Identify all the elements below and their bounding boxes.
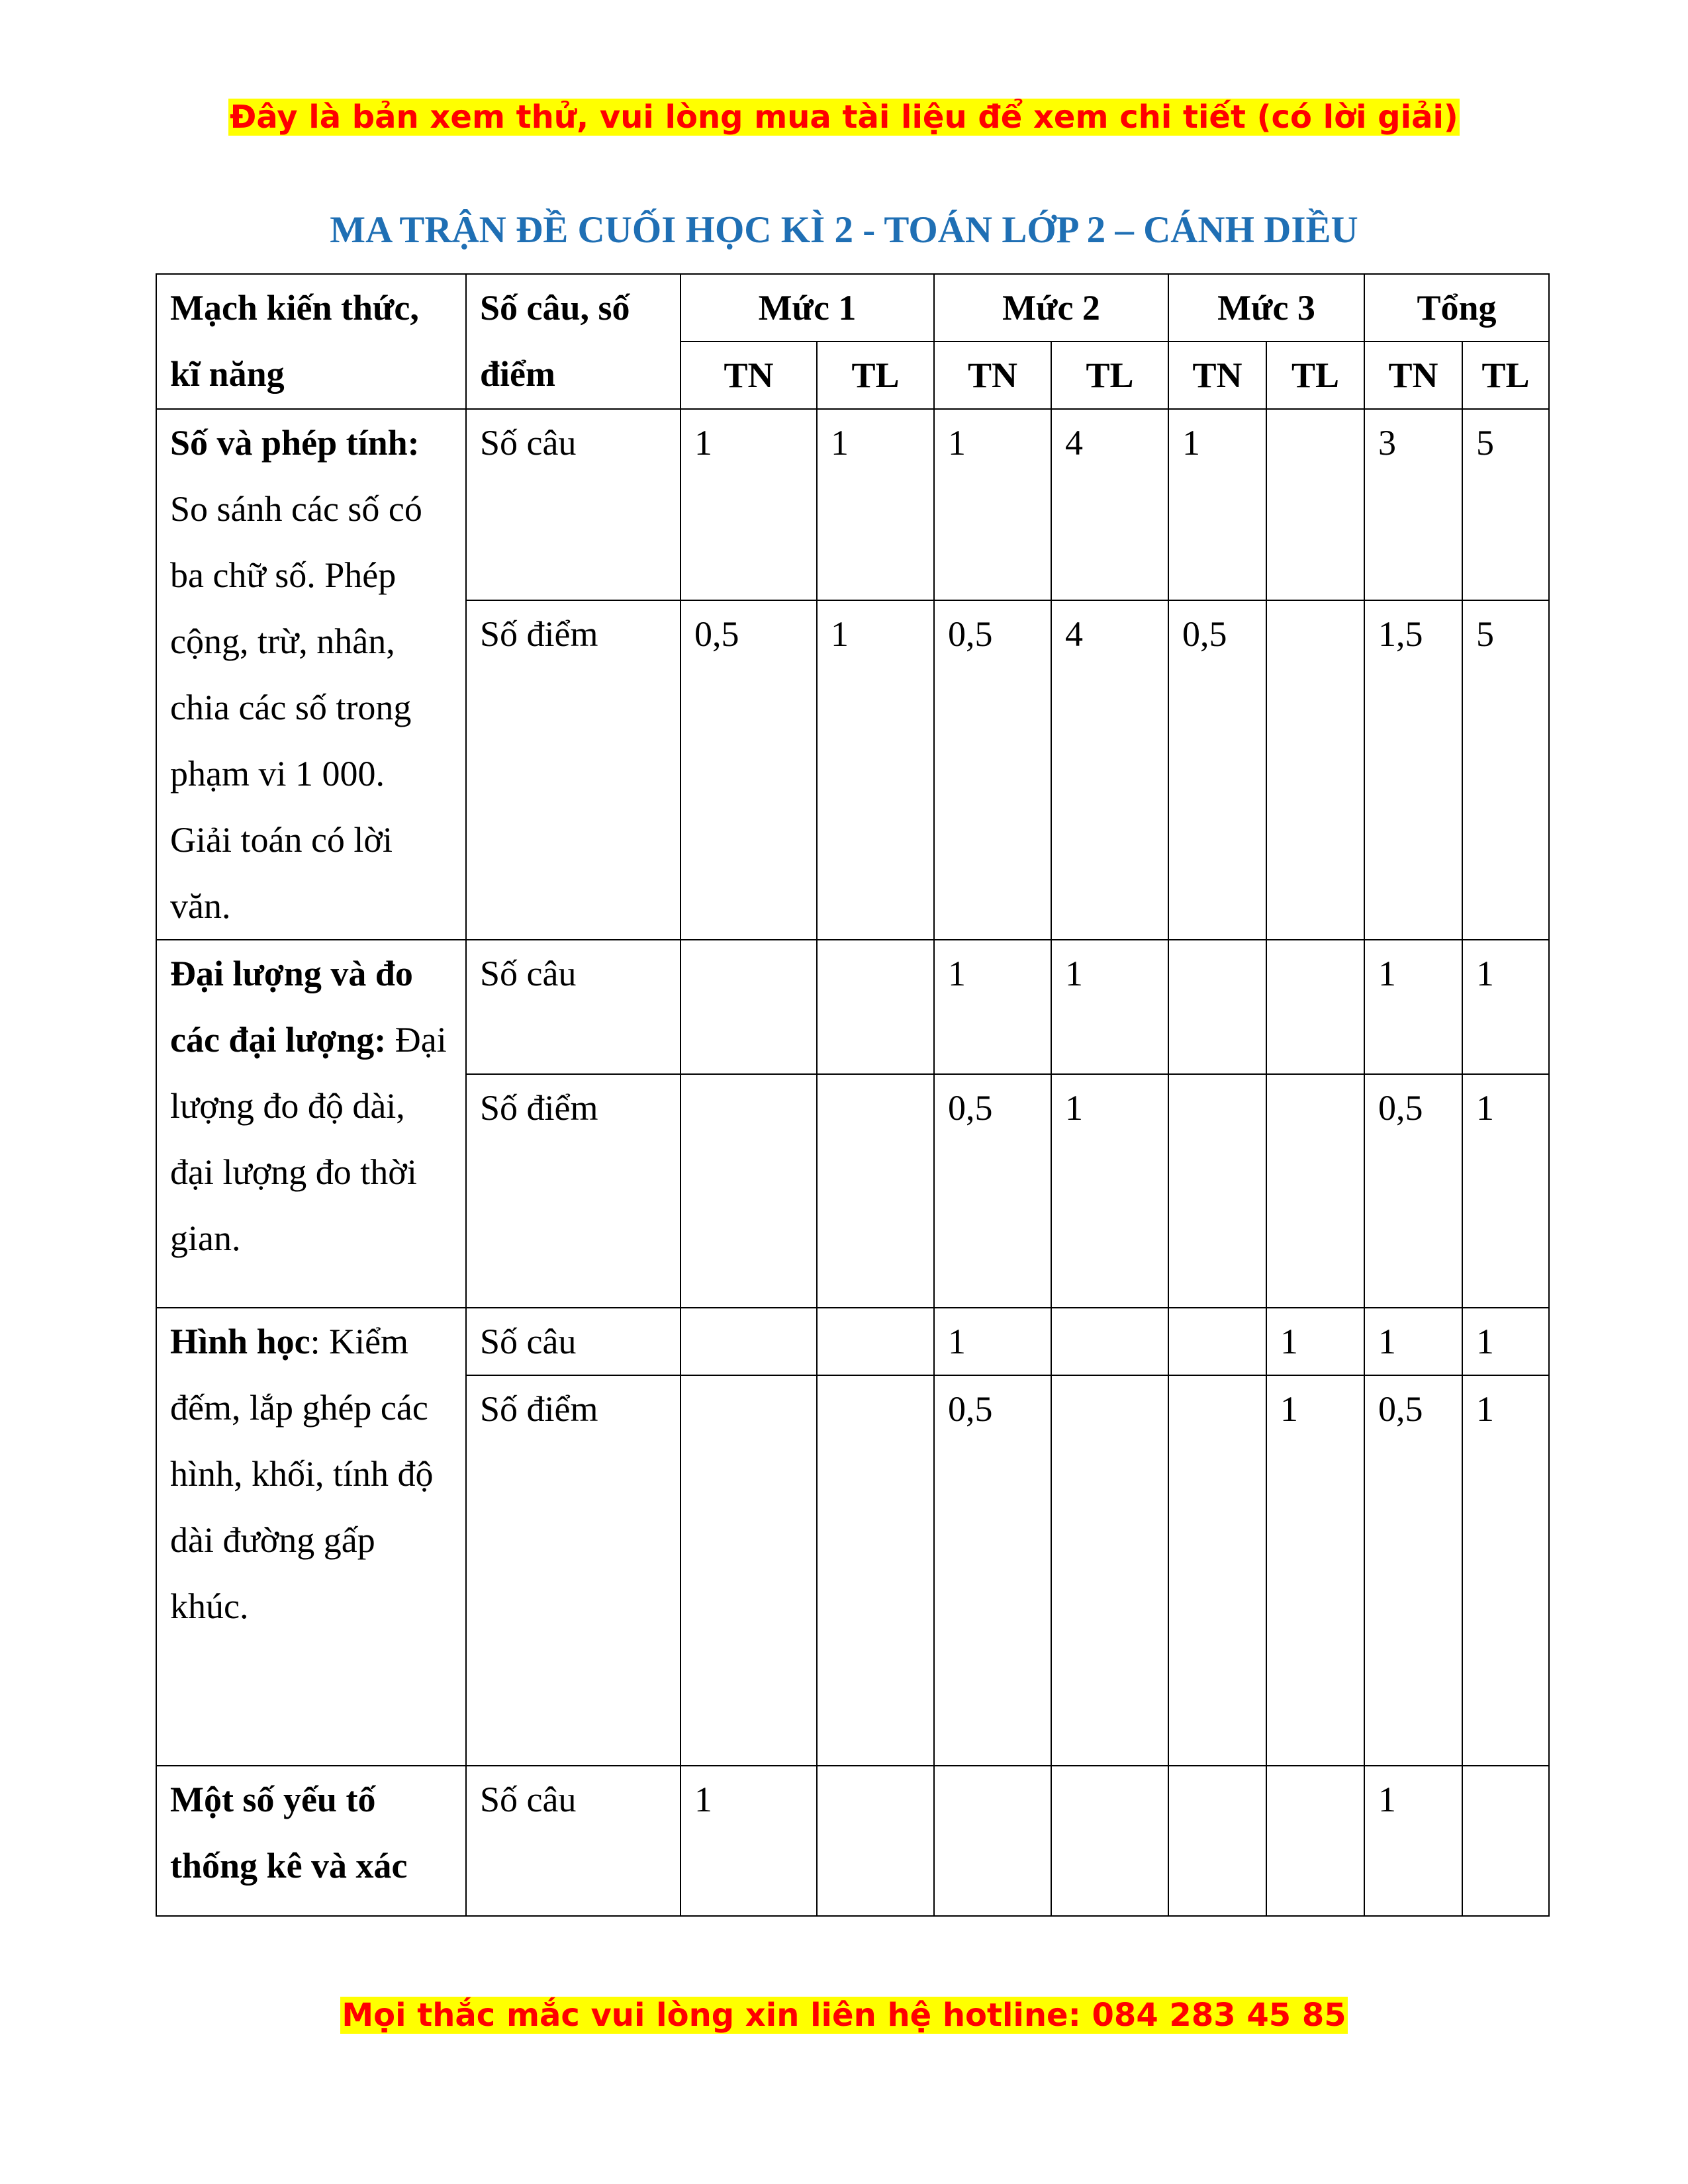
value-cell: [1266, 1074, 1364, 1308]
value-cell: 1: [1051, 1074, 1168, 1308]
value-cell: 0,5: [934, 600, 1051, 940]
topic-cell: [156, 409, 466, 940]
total-cell: 3: [1364, 409, 1462, 600]
value-cell: [1051, 1308, 1168, 1375]
total-cell: 5: [1462, 409, 1549, 600]
topic-description: : Kiểm đếm, lắp ghép các hình, khối, tính độ dài đường gấp khúc.: [170, 1322, 434, 1626]
value-cell: 0,5: [1168, 600, 1266, 940]
preview-notice: [0, 96, 1688, 138]
table-row: [156, 940, 1549, 1074]
value-cell: [817, 1766, 934, 1916]
header-tn: TN: [1364, 341, 1462, 409]
value-cell: [1266, 600, 1364, 940]
value-cell: [1168, 940, 1266, 1074]
value-cell: [934, 1766, 1051, 1916]
header-tl: TL: [1051, 341, 1168, 409]
total-cell: 1,5: [1364, 600, 1462, 940]
topic-title: Đại lượng và đo các đại lượng:: [170, 954, 413, 1060]
header-count-score: Số câu, số điểm: [466, 274, 680, 409]
matrix-body: [156, 409, 1549, 1916]
header-tl: TL: [817, 341, 934, 409]
value-cell: [680, 1074, 817, 1308]
row-label: Số câu: [466, 940, 680, 1074]
topic-cell: [156, 1308, 466, 1766]
header-total: Tổng: [1364, 274, 1549, 341]
total-cell: 1: [1364, 1308, 1462, 1375]
value-cell: 1: [1266, 1375, 1364, 1766]
value-cell: [817, 1375, 934, 1766]
matrix-table: [156, 273, 1550, 1917]
table-row: [156, 1308, 1549, 1375]
total-cell: 1: [1462, 1308, 1549, 1375]
row-label: Số câu: [466, 1308, 680, 1375]
header-level-2: Mức 2: [934, 274, 1168, 341]
value-cell: [1168, 1766, 1266, 1916]
total-cell: [1462, 1766, 1549, 1916]
row-label: Số điểm: [466, 1375, 680, 1766]
header-tn: TN: [1168, 341, 1266, 409]
value-cell: 1: [934, 940, 1051, 1074]
header-level-3: Mức 3: [1168, 274, 1364, 341]
total-cell: 1: [1462, 1074, 1549, 1308]
document-title: MA TRẬN ĐỀ CUỐI HỌC KÌ 2 - TOÁN LỚP 2 – CÁNH DIỀU: [330, 209, 1358, 251]
hotline-notice: [0, 1994, 1688, 2036]
value-cell: 0,5: [680, 600, 817, 940]
header-row-1: [156, 274, 1549, 341]
hotline-notice-text: Mọi thắc mắc vui lòng xin liên hệ hotline: 084 283 45 85: [342, 1997, 1346, 2034]
table-row: [156, 1766, 1549, 1916]
value-cell: 1: [817, 600, 934, 940]
header-tn: TN: [680, 341, 817, 409]
header-tn: TN: [934, 341, 1051, 409]
row-label: Số điểm: [466, 600, 680, 940]
table-row: [156, 409, 1549, 600]
total-cell: 1: [1364, 940, 1462, 1074]
value-cell: [1266, 940, 1364, 1074]
value-cell: [817, 1308, 934, 1375]
row-label: Số câu: [466, 409, 680, 600]
topic-description: So sánh các số có ba chữ số. Phép cộng, trừ, nhân, chia các số trong phạm vi 1 000. Giải toán có lời văn.: [170, 489, 422, 926]
value-cell: 1: [1051, 940, 1168, 1074]
value-cell: 4: [1051, 600, 1168, 940]
topic-description: Đại lượng đo độ dài, đại lượng đo thời gian.: [170, 1020, 447, 1258]
value-cell: 4: [1051, 409, 1168, 600]
header-level-1: Mức 1: [680, 274, 934, 341]
value-cell: 1: [1168, 409, 1266, 600]
value-cell: [680, 940, 817, 1074]
value-cell: 1: [680, 1766, 817, 1916]
topic-cell: [156, 940, 466, 1308]
row-label: Số điểm: [466, 1074, 680, 1308]
value-cell: 1: [1266, 1308, 1364, 1375]
total-cell: 0,5: [1364, 1074, 1462, 1308]
value-cell: 1: [934, 1308, 1051, 1375]
value-cell: [1266, 409, 1364, 600]
value-cell: [680, 1375, 817, 1766]
header-tl: TL: [1266, 341, 1364, 409]
topic-cell: [156, 1766, 466, 1916]
row-label: Số câu: [466, 1766, 680, 1916]
total-cell: 1: [1364, 1766, 1462, 1916]
topic-title: Số và phép tính:: [170, 423, 420, 463]
header-tl: TL: [1462, 341, 1549, 409]
value-cell: 1: [934, 409, 1051, 600]
total-cell: 1: [1462, 1375, 1549, 1766]
value-cell: [1168, 1074, 1266, 1308]
value-cell: [1168, 1308, 1266, 1375]
value-cell: [817, 940, 934, 1074]
topic-title: Hình học: [170, 1322, 310, 1361]
value-cell: 1: [680, 409, 817, 600]
topic-title: Một số yếu tố thống kê và xác: [170, 1780, 408, 1886]
value-cell: [680, 1308, 817, 1375]
total-cell: 0,5: [1364, 1375, 1462, 1766]
preview-notice-text: Đây là bản xem thử, vui lòng mua tài liệu để xem chi tiết (có lời giải): [230, 99, 1458, 136]
total-cell: 1: [1462, 940, 1549, 1074]
value-cell: 0,5: [934, 1375, 1051, 1766]
header-knowledge-area: Mạch kiến thức, kĩ năng: [156, 274, 466, 409]
value-cell: [1051, 1766, 1168, 1916]
value-cell: 0,5: [934, 1074, 1051, 1308]
value-cell: 1: [817, 409, 934, 600]
value-cell: [817, 1074, 934, 1308]
value-cell: [1266, 1766, 1364, 1916]
value-cell: [1051, 1375, 1168, 1766]
total-cell: 5: [1462, 600, 1549, 940]
value-cell: [1168, 1375, 1266, 1766]
